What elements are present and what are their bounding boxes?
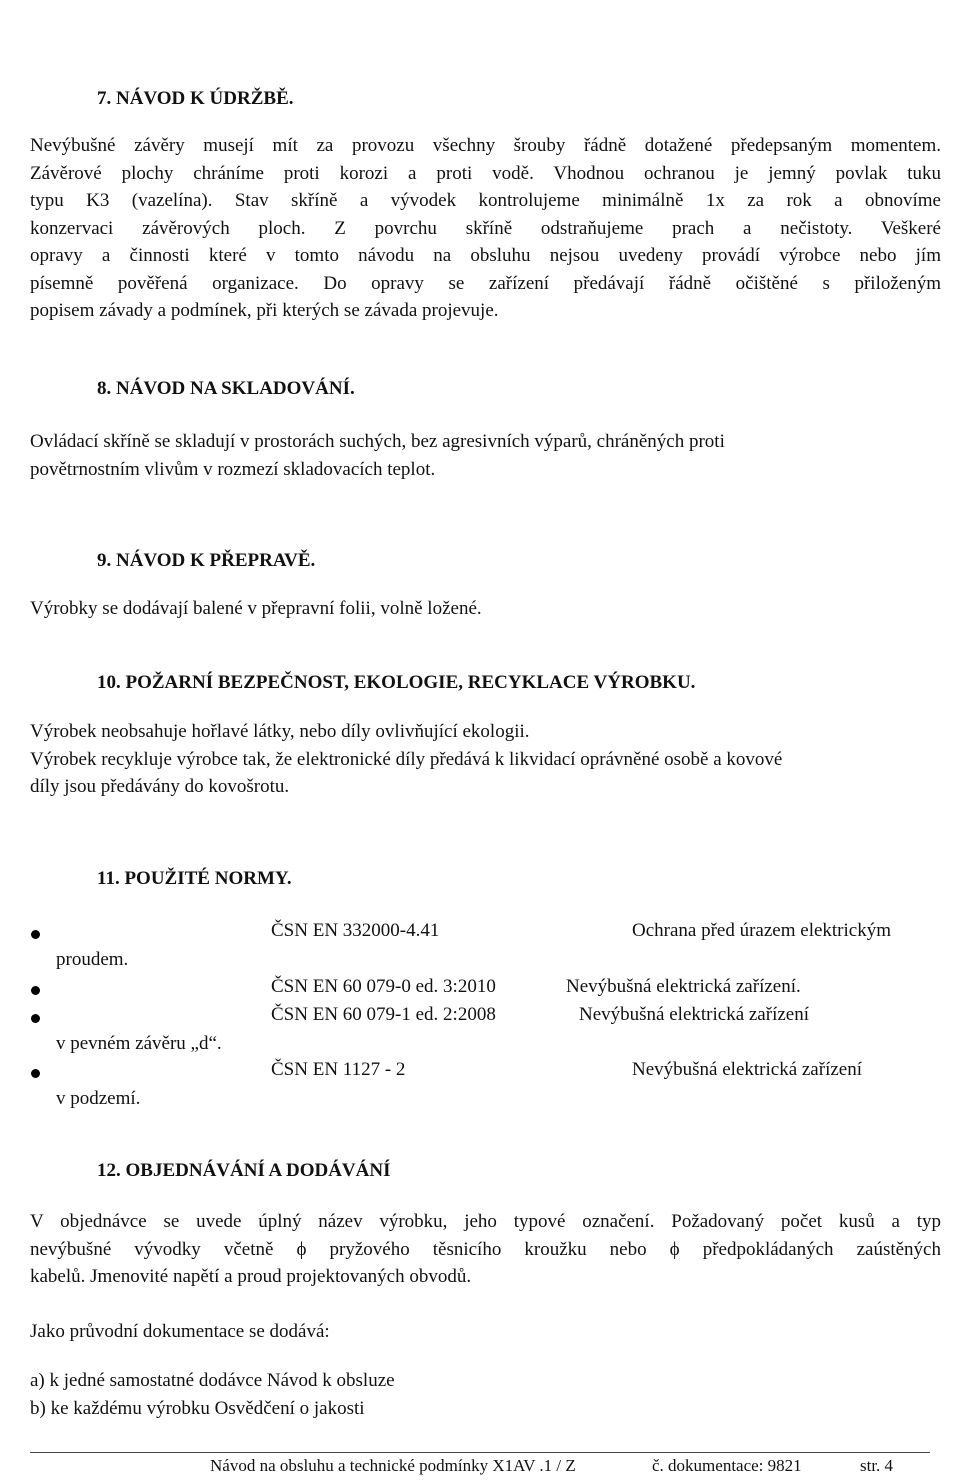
text-line: Závěrové plochy chráníme proti korozi a proti vodě. Vhodnou ochranou je jemný povlak tuku [30,162,941,184]
norm-code: ČSN EN 60 079-1 ed. 2:2008 [271,1004,496,1025]
bullet-icon [31,986,40,995]
text-line: nevýbušné vývodky včetně ϕ pryžového těsnicího kroužku nebo ϕ předpokládaných zaústěných [30,1238,941,1260]
text-line: Výrobky se dodávají balené v přepravní folii, volně ložené. [30,598,482,619]
norm-description: Nevýbušná elektrická zařízení [632,1059,862,1080]
text-line: Jako průvodní dokumentace se dodává: [30,1321,330,1342]
norm-continuation: proudem. [56,949,129,970]
text-line: opravy a činnosti které v tomto návodu na obsluhu nejsou uvedeny provádí výrobce nebo jím [30,245,941,266]
bullet-icon [31,1014,40,1023]
norm-description: Nevýbušná elektrická zařízení [579,1004,809,1025]
text-line: kabelů. Jmenovité napětí a proud projektovaných obvodů. [30,1266,472,1287]
docs-list [30,1367,941,1422]
text-line: Výrobek neobsahuje hořlavé látky, nebo díly ovlivňující ekologii. [30,721,530,742]
section-9-body [30,595,941,623]
section-10-body [30,718,941,801]
list-item [0,920,960,980]
section-7-body [30,132,941,325]
text-line: Ovládací skříně se skladují v prostorách suchých, bez agresivních výparů, chráněných proti [30,431,725,452]
list-item: b) ke každému výrobku Osvědčení o jakosti [30,1397,365,1419]
text-line: Nevýbušné závěry musejí mít za provozu všechny šrouby řádně dotažené předepsaným momentem. [30,135,941,156]
list-item: a) k jedné samostatné dodávce Návod k obsluze [30,1370,395,1391]
list-item [0,1059,960,1119]
list-item [0,1004,960,1064]
docs-intro [30,1318,941,1346]
text-line: povětrnostním vlivům v rozmezí skladovacích teplot. [30,458,436,480]
section-10-heading: 10. POŽARNÍ BEZPEČNOST, EKOLOGIE, RECYKLACE VÝROBKU. [97,672,696,693]
text-line: V objednávce se uvede úplný název výrobku, jeho typové označení. Požadovaný počet kusů a typ [30,1211,941,1232]
section-8-heading: 8. NÁVOD NA SKLADOVÁNÍ. [97,378,355,399]
norm-continuation: v podzemí. [56,1088,141,1109]
text-line: díly jsou předávány do kovošrotu. [30,776,290,797]
section-12-body [30,1208,941,1291]
text-line: popisem závady a podmínek, při kterých se závada projevuje. [30,300,499,321]
text-line: Výrobek recykluje výrobce tak, že elektronické díly předává k likvidací oprávněné osobě a kovové [30,748,783,770]
text-line: písemně pověřená organizace. Do opravy se zařízení předávají řádně očištěné s přiloženým [30,272,941,294]
norm-code: ČSN EN 1127 - 2 [271,1059,406,1080]
section-7-heading: 7. NÁVOD K ÚDRŽBĚ. [97,88,294,109]
text-line: typu K3 (vazelína). Stav skříně a vývodek kontrolujeme minimálně 1x za rok a obnovíme [30,190,941,211]
section-12-heading: 12. OBJEDNÁVÁNÍ A DODÁVÁNÍ [97,1160,391,1181]
section-9-heading: 9. NÁVOD K PŘEPRAVĚ. [97,550,316,571]
norm-code: ČSN EN 332000-4.41 [271,920,440,941]
norm-continuation: v pevném závěru „d“. [56,1033,222,1054]
section-8-body [30,428,941,483]
footer-doc-number: č. dokumentace: 9821 [652,1456,802,1475]
footer-title: Návod na obsluhu a technické podmínky X1AV .1 / Z [210,1456,576,1475]
section-11-heading: 11. POUŽITÉ NORMY. [97,868,292,889]
norm-code: ČSN EN 60 079-0 ed. 3:2010 [271,976,496,997]
norm-description: Ochrana před úrazem elektrickým [632,920,892,941]
footer-page-number: str. 4 [860,1456,894,1475]
footer-divider [30,1452,930,1453]
norm-description: Nevýbušná elektrická zařízení. [566,976,801,997]
bullet-icon [31,930,40,939]
bullet-icon [31,1069,40,1078]
text-line: konzervaci závěrových ploch. Z povrchu skříně odstraňujeme prach a nečistoty. Veškeré [30,217,941,239]
